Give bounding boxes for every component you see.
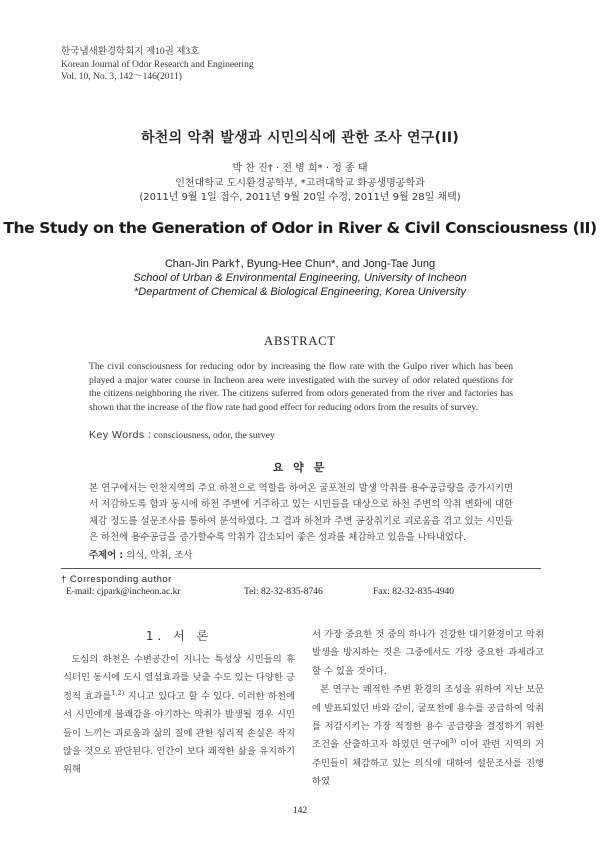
corresponding-author-label: † Corresponding author [61, 574, 172, 585]
footnote-divider [61, 568, 541, 569]
journal-volume: Vol. 10, No. 3, 142～146(2011) [61, 72, 182, 82]
corresponding-tel: Tel: 82-32-835-8746 [244, 587, 323, 597]
affiliation-korean: 인천대학교 도시환경공학부, *고려대학교 화공생명공학과 [175, 177, 425, 189]
intro-paragraph-1 [63, 651, 295, 780]
intro-paragraph-1-text-b: 지니고 있다고 할 수 있다. 이러한 하천에서 시민에게 불쾌감을 야기하는 악취가 발생될 경우 시민들이 느끼는 괴로움과 삶의 질에 관한 심리적 손실은 작지 않을 것으로 판단된다. 인간이 보다 쾌적한 삶을 유지하기 위해 [63, 690, 296, 776]
summary-body: 본 연구에서는 인천지역의 주요 하천으로 역할을 하여온 굴포천의 발생 악취를 용수공급량을 증가시키면서 저감하도록 함과 동시에 하천 주변에 거주하고 있는 시민들을 대상으로 하천 주변의 악취 변화에 대한 체감 정도를 설문조사를 통하여 분석하였다. 그 결과 하천과 주변 공장취기로 괴로움을 겪고 있는 시민들은 하천에 용수공급을 증가할수록 악취가 감소되어 좋은 성과를 체감하고 있음을 나타내었다. [89, 483, 513, 544]
intro-paragraph-1-text-a: 도심의 하천은 수변공간이 지니는 특성상 시민들의 휴식터인 동시에 도시 열섬효과를 낮출 수도 있는 다양한 긍정적 효과를 [63, 654, 295, 702]
abstract-body: The civil consciousness for reducing odor by increasing the flow rate with the Gulpo river which has been played a major water course in Incheon area were investigated with the survey of odor related questions for the citizens neighboring the river. The citizens suferred from odors generated from the river and factories has shown that the increase of the flow rate had good effect for reducing odors from the results of survey. [89, 361, 513, 413]
keywords-korean-label: 주제어 : [89, 550, 124, 561]
abstract-heading: ABSTRACT [264, 334, 336, 348]
page-number: 142 [292, 806, 308, 816]
submission-dates: (2011년 9월 1일 접수, 2011년 9월 20일 수정, 2011년 9월 28일 채택) [139, 192, 461, 203]
authors-korean [0, 162, 600, 206]
title-english: The Study on the Generation of Odor in River & Civil Consciousness (II) [3, 219, 597, 237]
section-heading-introduction: 1. 서 론 [145, 629, 213, 643]
journal-line-ko: 한국냄새환경학회지 제10권 제3호 [61, 47, 200, 57]
summary-heading: 요 약 문 [272, 461, 328, 474]
journal-info [61, 46, 254, 84]
keywords-label: Key Words : [89, 429, 152, 441]
intro-paragraph-3-text-b: 이어 관련 지역의 거주민들이 체감하고 있는 의식에 대하여 설문조사를 진행하였 [312, 739, 544, 788]
intro-paragraph-2: 서 가장 중요한 것 중의 하나가 건강한 대기환경이고 악취발생을 방지하는 것은 그중에서도 가장 중요한 과제라고 할 수 있을 것이다. [312, 629, 544, 677]
body-column-right [312, 626, 544, 792]
citation-ref-3: 3) [449, 737, 457, 746]
body-column-left [63, 628, 295, 780]
author-names-korean: 박 찬 진† · 전 병 희* · 정 종 태 [232, 163, 368, 174]
corresponding-email: E-mail: cjpark@incheon.ac.kr [66, 587, 181, 597]
keywords-korean [89, 547, 192, 561]
intro-paragraph-3 [312, 681, 544, 791]
keywords-korean-values: 의식, 악취, 조사 [126, 550, 193, 561]
keywords-values: consciousness, odor, the survey [153, 430, 275, 441]
title-korean: 하천의 악취 발생과 시민의식에 관한 조사 연구(II) [140, 130, 460, 146]
affiliation-english-1: School of Urban & Environmental Engineering, University of Incheon [133, 272, 467, 284]
citation-ref-1-2: 1,2) [111, 688, 125, 697]
intro-paragraph-3-text-a: 본 연구는 쾌적한 주변 환경의 조성을 위하여 지난 보문에 발표되었던 바와 같이, 굴포천에 용수를 공급하여 악취를 저감시키는 가장 적정한 용수 공급량을 결정하기 위한 조건을 산출하고자 하였던 연구에 [312, 684, 544, 751]
journal-line-en: Korean Journal of Odor Research and Engineering [61, 59, 254, 70]
corresponding-fax: Fax: 82-32-835-4940 [373, 587, 455, 597]
affiliation-english-2: *Department of Chemical & Biological Engineering, Korea University [134, 286, 466, 298]
keywords-english [89, 429, 275, 441]
author-names-english: Chan-Jin Park†, Byung-Hee Chun*, and Jong-Tae Jung [164, 258, 436, 270]
authors-english [0, 257, 600, 299]
